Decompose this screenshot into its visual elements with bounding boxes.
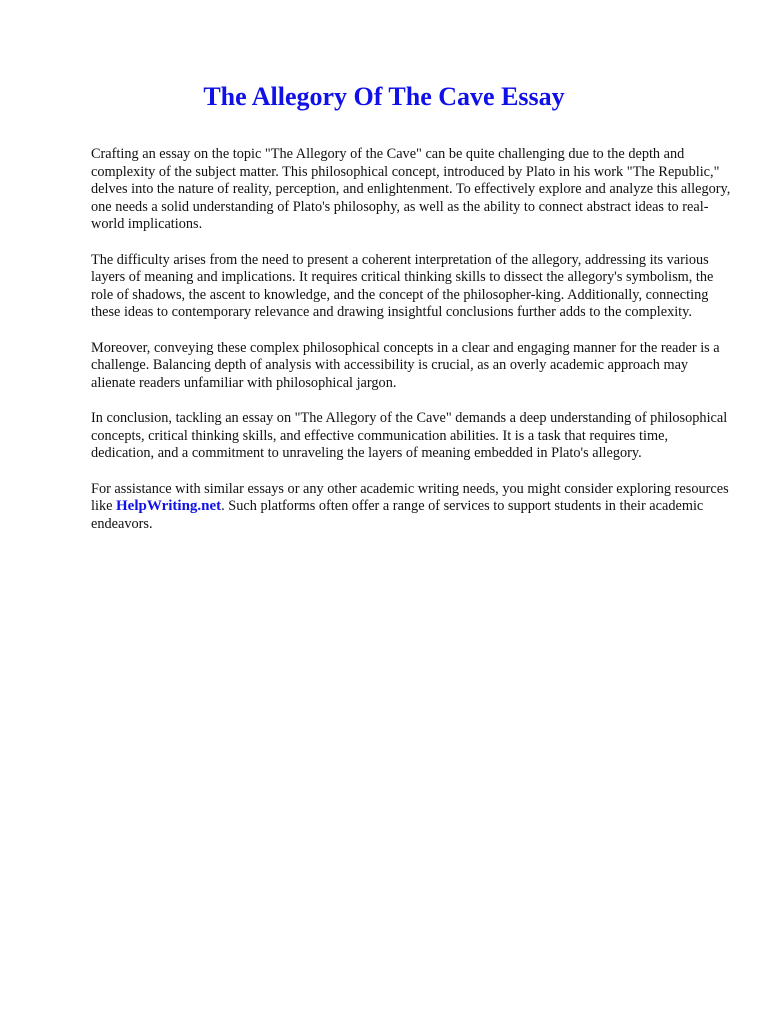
paragraph-difficulty: The difficulty arises from the need to present a coherent interpretation of the allegory, addressing its various layers of meaning and implications. It requires critical thinking skills to dissect the allegory's symbolism, the role of shadows, the ascent to knowledge, and the concept of the philosopher-king. Additionally, connecting these ideas to contemporary relevance and drawing insightful conclusions further adds to the complexity.: [91, 251, 714, 320]
paragraph-moreover: Moreover, conveying these complex philosophical concepts in a clear and engaging manner for the reader is a challenge. Balancing depth of analysis with accessibility is crucial, as an overly academic approach may alienate readers unfamiliar with philosophical jargon.: [91, 339, 720, 391]
closing-text-after-link: . Such platforms often offer a range of services to support students in their academic endeavors.: [91, 498, 704, 532]
closing-text-before-link: For assistance with similar essays or any other academic writing needs, you might consider exploring resources like: [91, 480, 729, 514]
paragraph-conclusion: In conclusion, tackling an essay on "The Allegory of the Cave" demands a deep understanding of philosophical concepts, critical thinking skills, and effective communication abilities. It is a task that requires time, dedication, and a commitment to unraveling the layers of meaning embedded in Plato's allegory.: [91, 410, 728, 461]
page-title: The Allegory Of The Cave Essay: [203, 82, 565, 111]
essay-body: [91, 146, 731, 551]
helpwriting-link[interactable]: HelpWriting.net: [116, 498, 222, 514]
paragraph-closing: [91, 481, 731, 534]
paragraph-intro: Crafting an essay on the topic "The Allegory of the Cave" can be quite challenging due to the depth and complexity of the subject matter. This philosophical concept, introduced by Plato in his work "The Republic," delves into the nature of reality, perception, and enlightenment. To effectively explore and analyze this allegory, one needs a solid understanding of Plato's philosophy, as well as the ability to connect abstract ideas to real-world implications.: [91, 146, 731, 232]
